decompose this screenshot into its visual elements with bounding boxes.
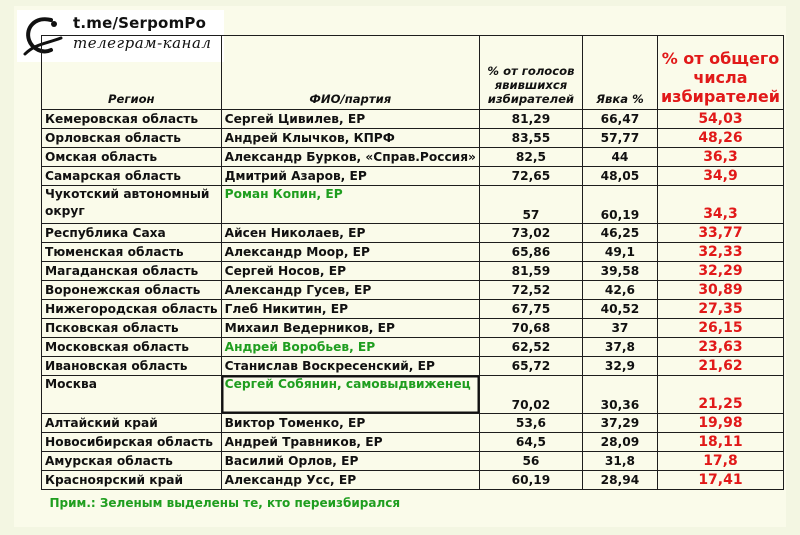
note-row <box>42 490 784 517</box>
region-cell: Орловская область <box>42 129 222 148</box>
turnout-cell: 57,77 <box>582 129 657 148</box>
percent-total-cell: 32,29 <box>657 262 783 281</box>
table-row <box>42 281 784 300</box>
candidate-cell: Александр Бурков, «Справ.Россия» <box>221 148 479 167</box>
percent-voters-cell: 82,5 <box>479 148 582 167</box>
candidate-cell: Сергей Носов, ЕР <box>221 262 479 281</box>
percent-voters-cell: 72,52 <box>479 281 582 300</box>
region-cell: Алтайский край <box>42 414 222 433</box>
table-row <box>42 186 784 224</box>
percent-total-cell: 30,89 <box>657 281 783 300</box>
header-row <box>42 36 784 110</box>
table-row <box>42 262 784 281</box>
percent-total-cell: 34,3 <box>657 186 783 224</box>
table-row <box>42 167 784 186</box>
region-cell: Воронежская область <box>42 281 222 300</box>
turnout-cell: 30,36 <box>582 376 657 414</box>
region-cell: Нижегородская область <box>42 300 222 319</box>
percent-voters-cell: 53,6 <box>479 414 582 433</box>
table-row <box>42 338 784 357</box>
header-percent-total: % от общего числа избирателей <box>657 36 783 110</box>
percent-voters-cell: 72,65 <box>479 167 582 186</box>
region-cell: Тюменская область <box>42 243 222 262</box>
percent-total-cell: 18,11 <box>657 433 783 452</box>
candidate-cell: Сергей Собянин, самовыдвиженец <box>221 376 479 414</box>
percent-voters-cell: 81,59 <box>479 262 582 281</box>
turnout-cell: 39,58 <box>582 262 657 281</box>
percent-total-cell: 21,25 <box>657 376 783 414</box>
table-row <box>42 414 784 433</box>
percent-total-cell: 17,41 <box>657 471 783 490</box>
percent-voters-cell: 67,75 <box>479 300 582 319</box>
region-cell: Кемеровская область <box>42 110 222 129</box>
candidate-cell: Василий Орлов, ЕР <box>221 452 479 471</box>
candidate-cell: Андрей Травников, ЕР <box>221 433 479 452</box>
header-fio: ФИО/партия <box>221 36 479 110</box>
table-row <box>42 376 784 414</box>
candidate-cell: Роман Копин, ЕР <box>221 186 479 224</box>
region-cell: Московская область <box>42 338 222 357</box>
turnout-cell: 40,52 <box>582 300 657 319</box>
percent-total-cell: 23,63 <box>657 338 783 357</box>
candidate-cell: Михаил Ведерников, ЕР <box>221 319 479 338</box>
region-cell: Омская область <box>42 148 222 167</box>
percent-total-cell: 33,77 <box>657 224 783 243</box>
percent-total-cell: 36,3 <box>657 148 783 167</box>
table-row <box>42 319 784 338</box>
region-cell: Чукотский автономный округ <box>42 186 222 224</box>
channel-link[interactable]: t.me/SerpomPo <box>73 14 207 32</box>
percent-total-cell: 32,33 <box>657 243 783 262</box>
percent-voters-cell: 70,02 <box>479 376 582 414</box>
election-results-table <box>41 35 784 516</box>
percent-total-cell: 17,8 <box>657 452 783 471</box>
percent-total-cell: 21,62 <box>657 357 783 376</box>
percent-voters-cell: 64,5 <box>479 433 582 452</box>
percent-total-cell: 54,03 <box>657 110 783 129</box>
percent-voters-cell: 83,55 <box>479 129 582 148</box>
percent-voters-cell: 81,29 <box>479 110 582 129</box>
header-percent-voters: % от голосов явившихся избирателей <box>479 36 582 110</box>
table-row <box>42 452 784 471</box>
turnout-cell: 31,8 <box>582 452 657 471</box>
turnout-cell: 60,19 <box>582 186 657 224</box>
percent-voters-cell: 57 <box>479 186 582 224</box>
turnout-cell: 32,9 <box>582 357 657 376</box>
percent-voters-cell: 62,52 <box>479 338 582 357</box>
table-row <box>42 300 784 319</box>
region-cell: Амурская область <box>42 452 222 471</box>
turnout-cell: 46,25 <box>582 224 657 243</box>
candidate-cell: Сергей Цивилев, ЕР <box>221 110 479 129</box>
turnout-cell: 28,09 <box>582 433 657 452</box>
percent-voters-cell: 70,68 <box>479 319 582 338</box>
channel-subtitle: телеграм-канал <box>73 34 212 52</box>
region-cell: Ивановская область <box>42 357 222 376</box>
percent-total-cell: 27,35 <box>657 300 783 319</box>
turnout-cell: 66,47 <box>582 110 657 129</box>
percent-voters-cell: 56 <box>479 452 582 471</box>
turnout-cell: 37,8 <box>582 338 657 357</box>
region-cell: Москва <box>42 376 222 414</box>
table-row <box>42 129 784 148</box>
turnout-cell: 37 <box>582 319 657 338</box>
table-row <box>42 357 784 376</box>
percent-total-cell: 34,9 <box>657 167 783 186</box>
candidate-cell: Дмитрий Азаров, ЕР <box>221 167 479 186</box>
candidate-cell: Глеб Никитин, ЕР <box>221 300 479 319</box>
header-turnout: Явка % <box>582 36 657 110</box>
candidate-cell: Станислав Воскресенский, ЕР <box>221 357 479 376</box>
turnout-cell: 37,29 <box>582 414 657 433</box>
turnout-cell: 48,05 <box>582 167 657 186</box>
percent-total-cell: 26,15 <box>657 319 783 338</box>
region-cell: Псковская область <box>42 319 222 338</box>
candidate-cell: Айсен Николаев, ЕР <box>221 224 479 243</box>
region-cell: Самарская область <box>42 167 222 186</box>
turnout-cell: 49,1 <box>582 243 657 262</box>
region-cell: Красноярский край <box>42 471 222 490</box>
turnout-cell: 28,94 <box>582 471 657 490</box>
candidate-cell: Виктор Томенко, ЕР <box>221 414 479 433</box>
header-region: Регион <box>42 36 222 110</box>
percent-voters-cell: 65,86 <box>479 243 582 262</box>
table-row <box>42 243 784 262</box>
turnout-cell: 44 <box>582 148 657 167</box>
candidate-cell: Александр Моор, ЕР <box>221 243 479 262</box>
candidate-cell: Андрей Воробьев, ЕР <box>221 338 479 357</box>
region-cell: Республика Саха <box>42 224 222 243</box>
percent-voters-cell: 65,72 <box>479 357 582 376</box>
table-row <box>42 433 784 452</box>
footnote: Прим.: Зеленым выделены те, кто переизбирался <box>49 496 401 510</box>
table-row <box>42 224 784 243</box>
candidate-cell: Александр Усс, ЕР <box>221 471 479 490</box>
table-row <box>42 110 784 129</box>
region-cell: Магаданская область <box>42 262 222 281</box>
region-cell: Новосибирская область <box>42 433 222 452</box>
document-sheet <box>14 6 786 527</box>
percent-total-cell: 48,26 <box>657 129 783 148</box>
turnout-cell: 42,6 <box>582 281 657 300</box>
candidate-cell: Андрей Клычков, КПРФ <box>221 129 479 148</box>
candidate-cell: Александр Гусев, ЕР <box>221 281 479 300</box>
percent-voters-cell: 60,19 <box>479 471 582 490</box>
table-row <box>42 148 784 167</box>
percent-total-cell: 19,98 <box>657 414 783 433</box>
percent-voters-cell: 73,02 <box>479 224 582 243</box>
table-row <box>42 471 784 490</box>
